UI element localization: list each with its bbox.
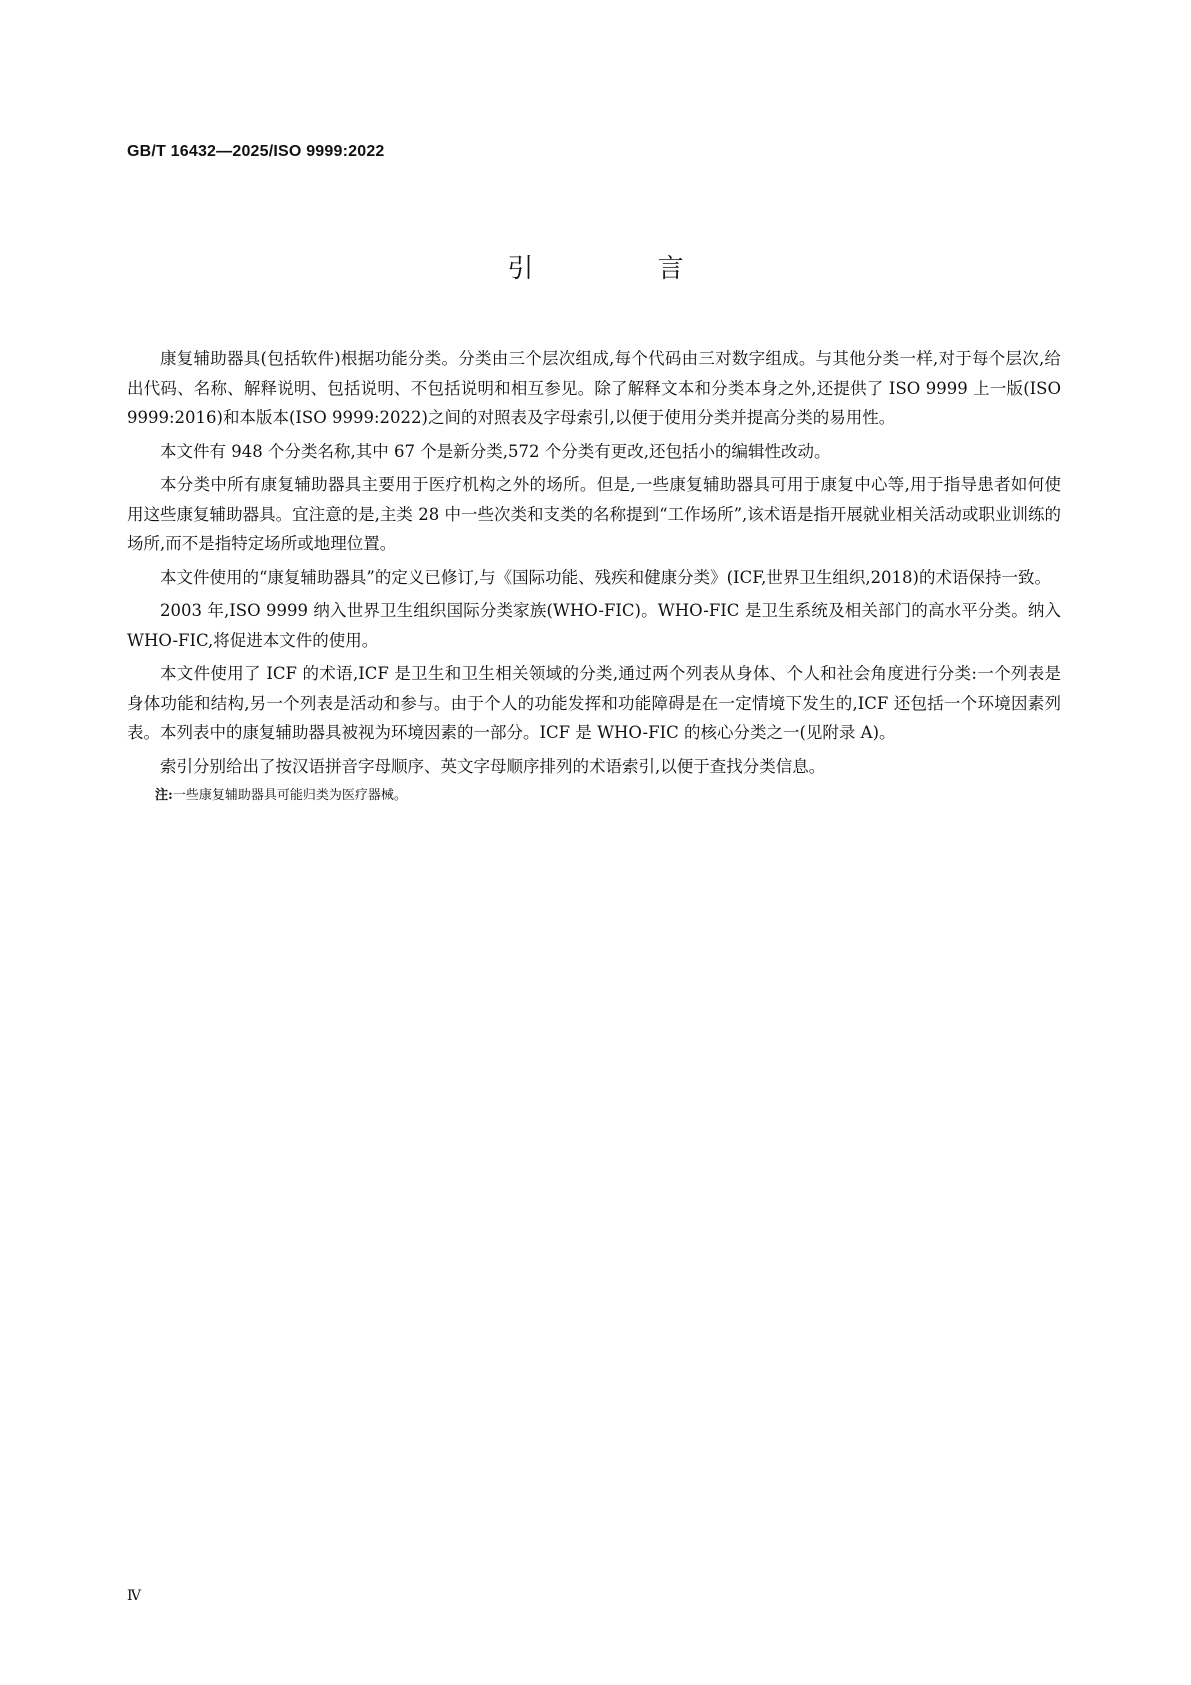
note-text: 一些康复辅助器具可能归类为医疗器械。 [172,788,407,803]
paragraph-classification-overview: 康复辅助器具(包括软件)根据功能分类。分类由三个层次组成,每个代码由三对数字组成。与其他分类一样,对于每个层次,给出代码、名称、解释说明、包括说明、不包括说明和相互参见。除了解释文本和分类本身之外,还提供了 ISO 9999 上一版(ISO 9999:2016)和本版本(ISO 9999:2022)之间的对照表及字母索引,以便于使用分类并提高分类的易用性。 [127,349,1061,427]
paragraph-who-fic: 2003 年,ISO 9999 纳入世界卫生组织国际分类家族(WHO-FIC)。WHO-FIC 是卫生系统及相关部门的高水平分类。纳入 WHO-FIC,将促进本文件的使用。 [127,601,1061,650]
note [127,785,1061,807]
body-text [127,344,1061,807]
note-label: 注: [155,788,173,803]
paragraph-usage-locations: 本分类中所有康复辅助器具主要用于医疗机构之外的场所。但是,一些康复辅助器具可用于康复中心等,用于指导患者如何使用这些康复辅助器具。宜注意的是,主类 28 中一些次类和支类的名称提到“工作场所”,该术语是指开展就业相关活动或职业训练的场所,而不是指特定场所或地理位置。 [127,475,1061,553]
paragraph-definition-revision: 本文件使用的“康复辅助器具”的定义已修订,与《国际功能、残疾和健康分类》(ICF,世界卫生组织,2018)的术语保持一致。 [160,567,1051,587]
page-number: Ⅳ [127,1588,141,1604]
standard-id-header: GB/T 16432—2025/ISO 9999:2022 [127,143,385,160]
paragraph-icf-terminology: 本文件使用了 ICF 的术语,ICF 是卫生和卫生相关领域的分类,通过两个列表从身体、个人和社会角度进行分类:一个列表是身体功能和结构,另一个列表是活动和参与。由于个人的功能发挥和功能障碍是在一定情境下发生的,ICF 还包括一个环境因素列表。本列表中的康复辅助器具被视为环境因素的一部分。ICF 是 WHO-FIC 的核心分类之一(见附录 A)。 [127,664,1061,742]
paragraph-index: 索引分别给出了按汉语拼音字母顺序、英文字母顺序排列的术语索引,以便于查找分类信息。 [160,756,826,776]
paragraph-class-count: 本文件有 948 个分类名称,其中 67 个是新分类,572 个分类有更改,还包括小的编辑性改动。 [160,441,831,461]
page-title: 引 言 [507,254,742,284]
